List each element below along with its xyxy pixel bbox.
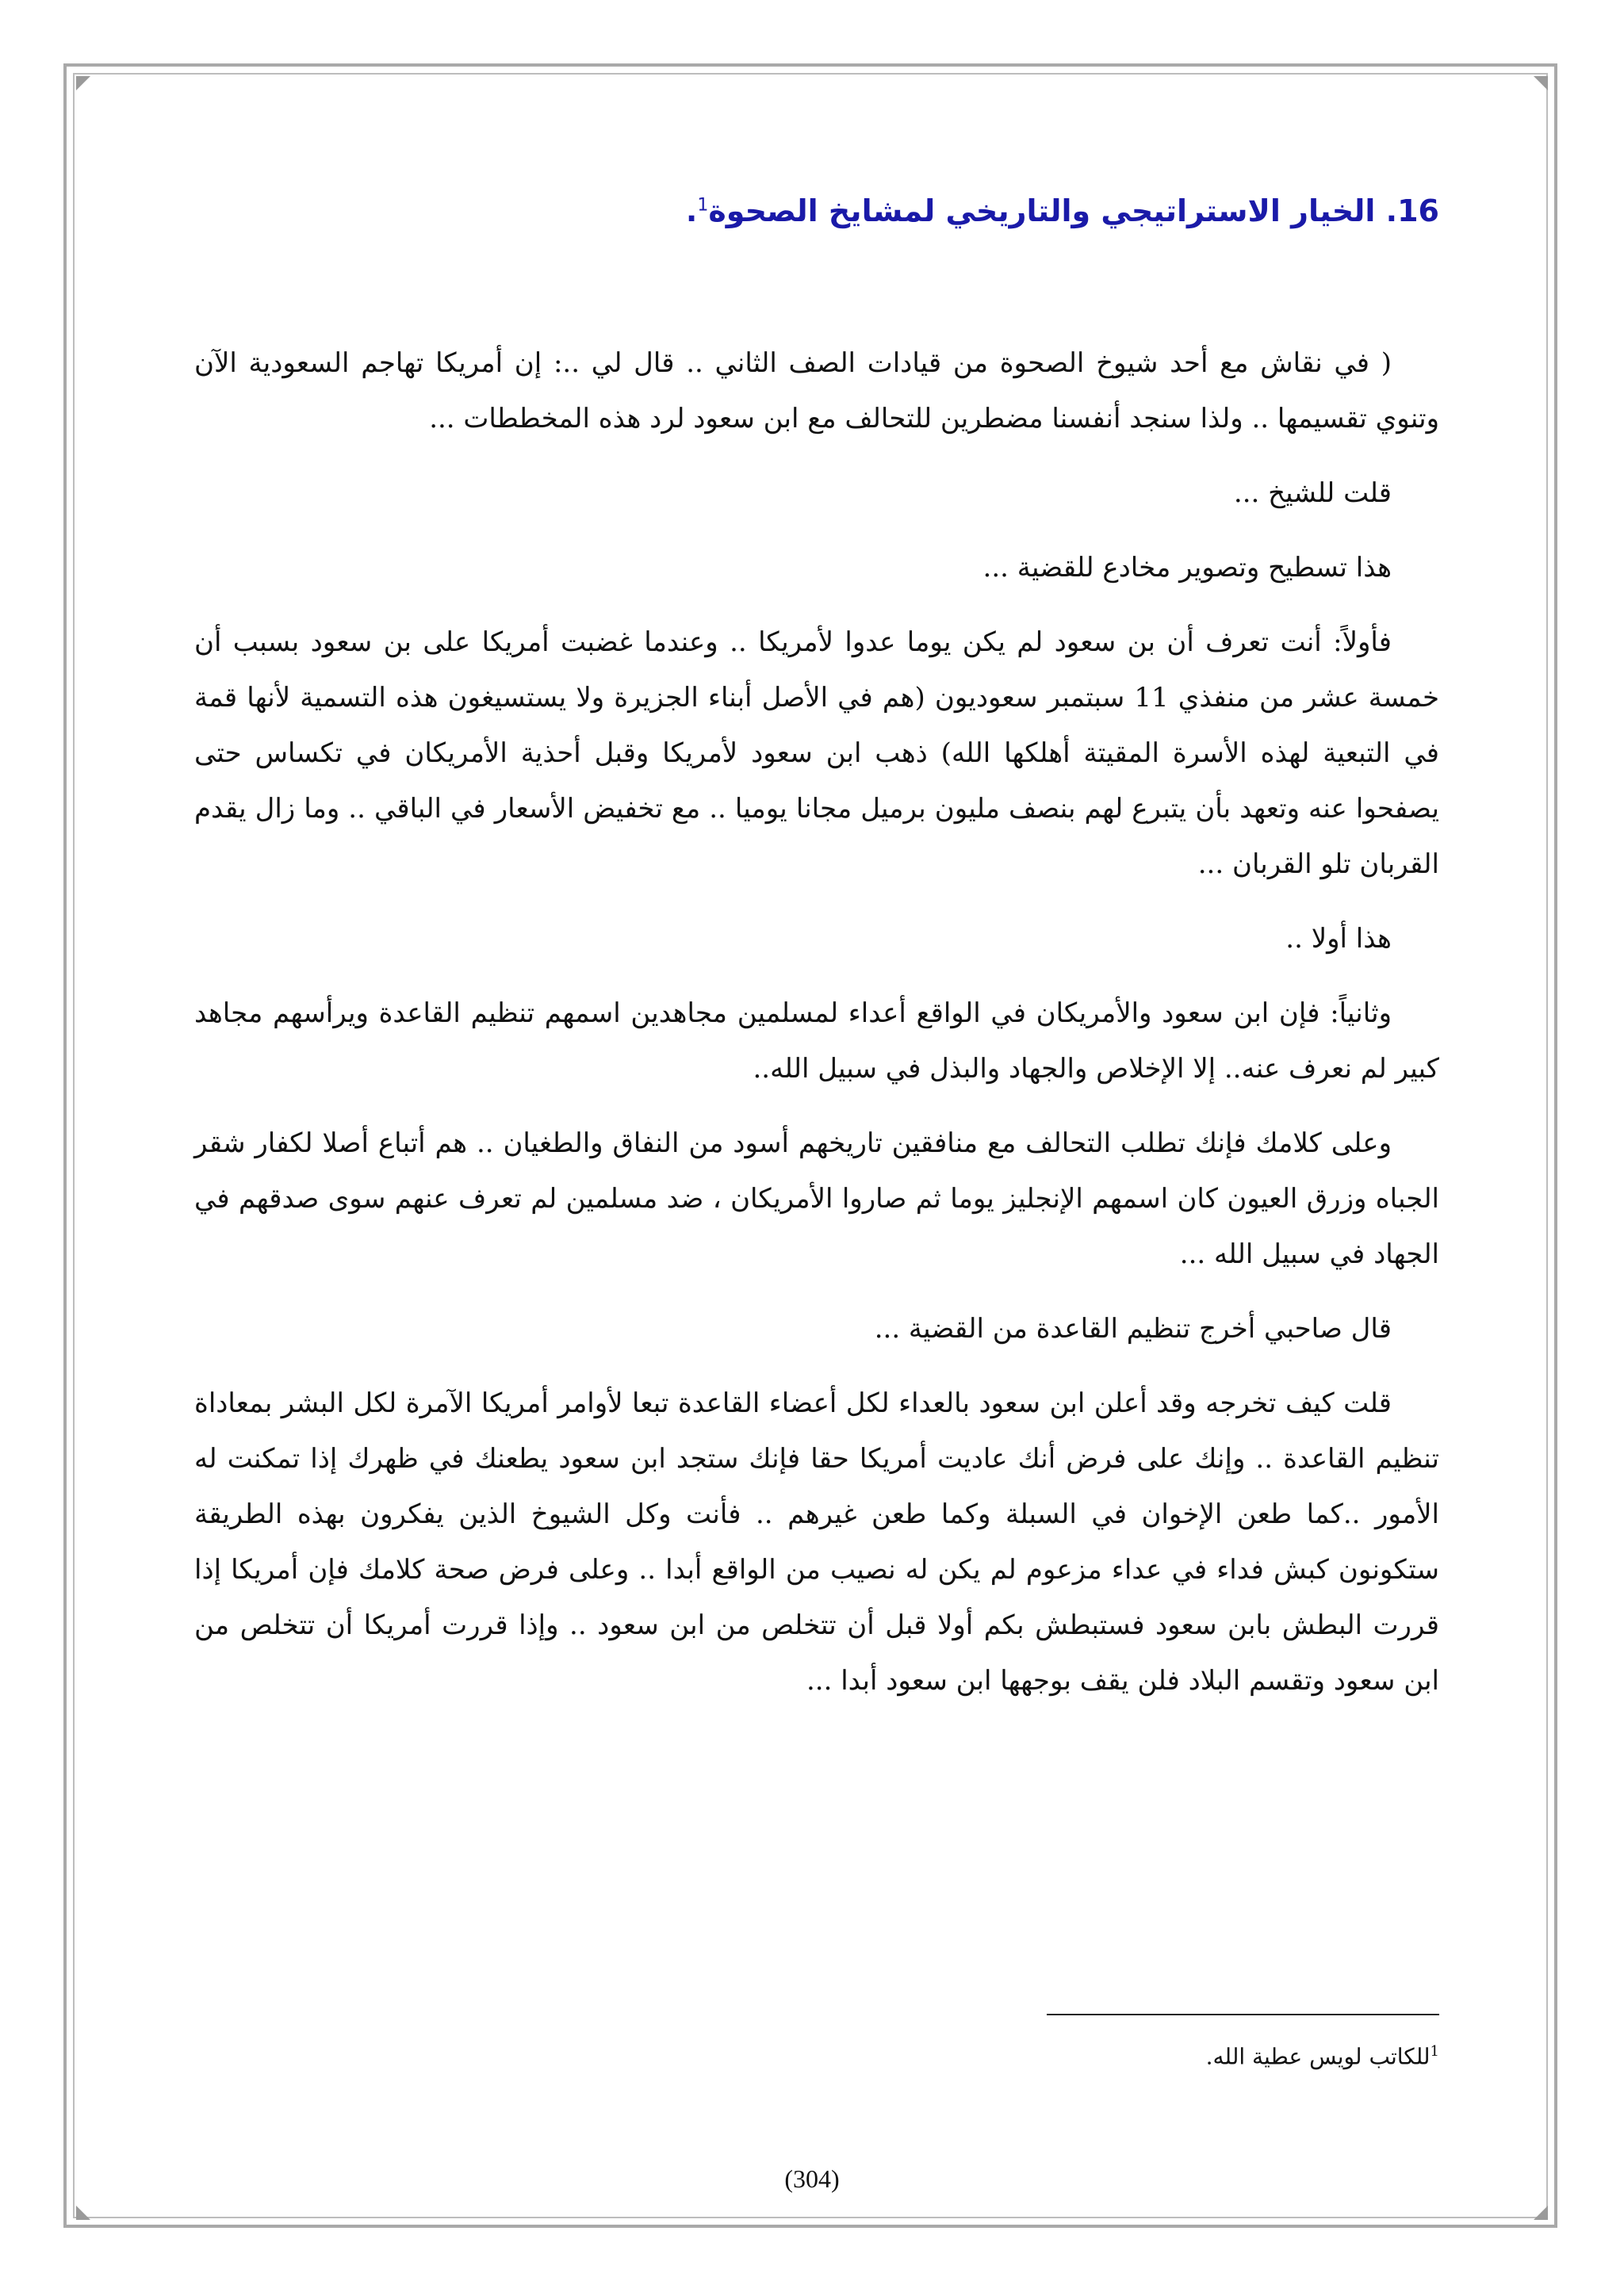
paragraph: ( في نقاش مع أحد شيوخ الصحوة من قيادات الصف الثاني .. قال لي ..: إن أمريكا تهاجم السعودية الآن وتنوي تقسيمها .. ولذا سنجد أنفسنا مضطرين للتحالف مع ابن سعود لرد هذه المخططات ...: [194, 347, 1439, 435]
paragraph: هذا تسطيح وتصوير مخادع للقضية ...: [982, 552, 1392, 584]
paragraph: فأولاً: أنت تعرف أن بن سعود لم يكن يوما عدوا لأمريكا .. وعندما غضبت أمريكا على بن سعود بسبب أن خمسة عشر من منفذي 11 سبتمبر سعوديون (هم في الأصل أبناء الجزيرة ولا يستسيغون هذه التسمية لأنها قمة في التبعية لهذه الأسرة المقيتة أهلكها الله) ذهب ابن سعود لأمريكا وقبل أحذية الأمريكان في تكساس حتى يصفحوا عنه وتعهد بأن يتبرع لهم بنصف مليون برميل مجانا يوميا .. مع تخفيض الأسعار في الباقي .. وما زال يقدم القربان تلو القربان ...: [194, 626, 1439, 881]
paragraph: قلت للشيخ ...: [1233, 477, 1392, 510]
corner-ornament-top-right: [1534, 76, 1548, 90]
footnote: [646, 2036, 1439, 2072]
paragraph: هذا أولا ..: [1285, 923, 1392, 955]
title-end: .: [685, 193, 698, 228]
paragraph: وثانياً: فإن ابن سعود والأمريكان في الواقع أعداء لمسلمين مجاهدين اسمهم تنظيم القاعدة ويرأسهم مجاهد كبير لم نعرف عنه.. إلا الإخلاص والجهاد والبذل في سبيل الله..: [194, 997, 1439, 1085]
paragraph: وعلى كلامك فإنك تطلب التحالف مع منافقين تاريخهم أسود من النفاق والطغيان .. هم أتباع أصلا لكفار شقر الجباه وزرق العيون كان اسمهم الإنجليز يوما ثم صاروا الأمريكان ، ضد مسلمين لم تعرف عنهم سوى صدقهم في الجهاد في سبيل الله ...: [194, 1127, 1439, 1271]
corner-ornament-top-left: [76, 76, 90, 90]
page-number: (304): [784, 2164, 840, 2193]
footnote-separator: [1047, 2014, 1439, 2015]
corner-ornament-bottom-left: [76, 2206, 90, 2220]
section-title-text: 16. الخيار الاستراتيجي والتاريخي لمشايخ الصحوة: [708, 193, 1439, 228]
corner-ornament-bottom-right: [1534, 2206, 1548, 2220]
section-title: [194, 190, 1439, 232]
paragraph: قال صاحبي أخرج تنظيم القاعدة من القضية ...: [874, 1313, 1392, 1345]
page-body: [194, 190, 1439, 1728]
footnote-marker: 1: [1430, 2043, 1439, 2060]
footnote-text: للكاتب لويس عطية الله.: [1205, 2043, 1431, 2070]
title-footnote-marker[interactable]: 1: [697, 195, 709, 216]
paragraph: قلت كيف تخرجه وقد أعلن ابن سعود بالعداء لكل أعضاء القاعدة تبعا لأوامر أمريكا الآمرة لكل البشر بمعاداة تنظيم القاعدة .. وإنك على فرض أنك عاديت أمريكا حقا فإنك ستجد ابن سعود يطعنك في ظهرك إذا تمكنت له الأمور ..كما طعن الإخوان في السبلة وكما طعن غيرهم .. فأنت وكل الشيوخ الذين يفكرون بهذه الطريقة ستكونون كبش فداء في عداء مزعوم لم يكن له نصيب من الواقع أبدا .. وعلى فرض صحة كلامك فإن أمريكا إذا قررت البطش بابن سعود فستبطش بكم أولا قبل أن تتخلص من ابن سعود .. وإذا قررت أمريكا أن تتخلص من ابن سعود وتقسم البلاد فلن يقف بوجهها ابن سعود أبدا ...: [194, 1387, 1439, 1697]
